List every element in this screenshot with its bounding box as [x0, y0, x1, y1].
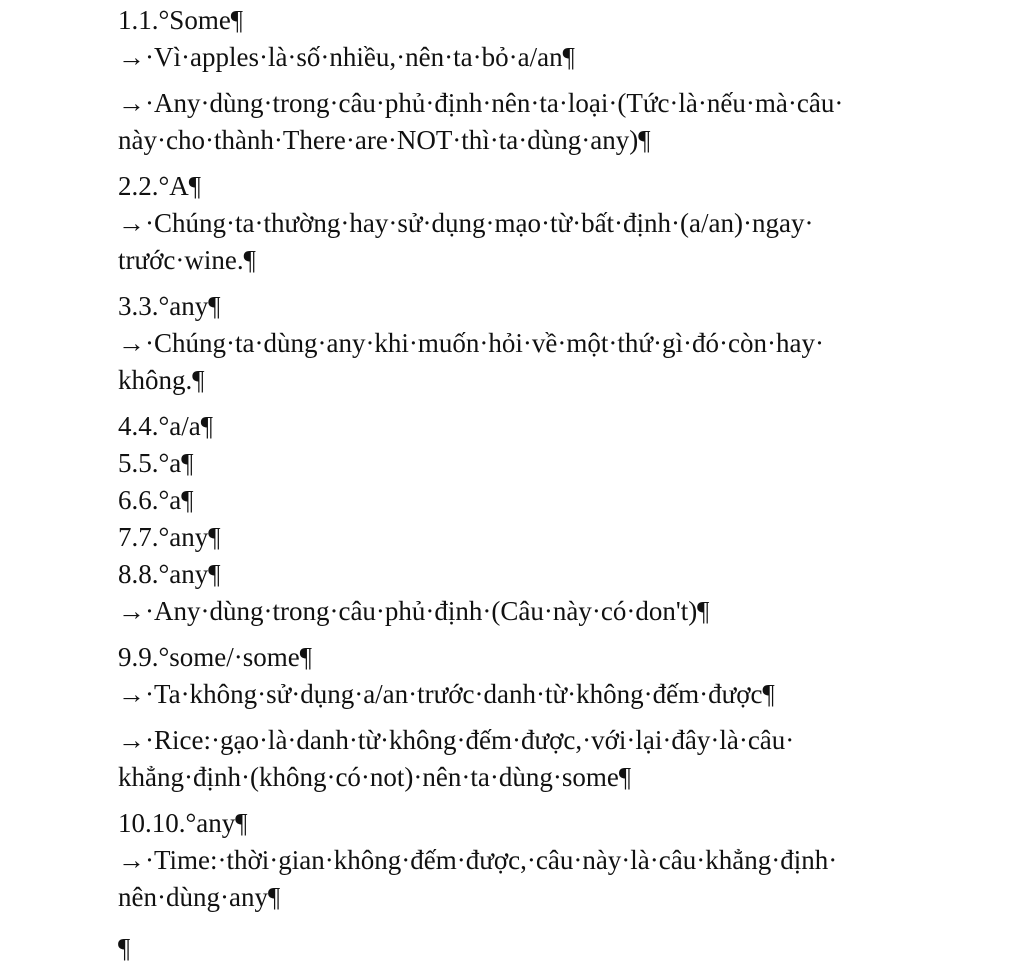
explanation-1b-line-1: →·Any·dùng·trong·câu·phủ·định·nên·ta·loại·(Tức·là·nếu·mà·câu·	[118, 88, 844, 118]
explanation-2-line-2: trước·wine.¶	[118, 245, 256, 275]
explanation-8: →·Any·dùng·trong·câu·phủ·định·(Câu·này·có·don't)¶	[118, 596, 710, 626]
explanation-9a: →·Ta·không·sử·dụng·a/an·trước·danh·từ·không·đếm·được¶	[118, 679, 775, 709]
answer-3: 3.3.°any¶	[118, 291, 221, 321]
explanation-9b-line-1: →·Rice:·gạo·là·danh·từ·không·đếm·được,·với·lại·đây·là·câu·	[118, 725, 795, 755]
paragraph-3	[118, 288, 918, 399]
answer-1: 1.1.°Some¶	[118, 5, 244, 35]
explanation-1b-line-2: này·cho·thành·There·are·NOT·thì·ta·dùng·any)¶	[118, 125, 651, 155]
answer-9: 9.9.°some/·some¶	[118, 642, 313, 672]
document-body[interactable]	[118, 2, 918, 967]
answer-7: 7.7.°any¶	[118, 522, 221, 552]
answer-5: 5.5.°a¶	[118, 448, 194, 478]
paragraph-10	[118, 805, 918, 916]
explanation-9b-line-2: khẳng·định·(không·có·not)·nên·ta·dùng·some¶	[118, 762, 632, 792]
answer-8: 8.8.°any¶	[118, 559, 221, 589]
explanation-10-line-2: nên·dùng·any¶	[118, 882, 281, 912]
paragraph-9	[118, 639, 918, 713]
paragraph-1b	[118, 85, 918, 159]
explanation-1a: →·Vì·apples·là·số·nhiều,·nên·ta·bỏ·a/an¶	[118, 42, 575, 72]
explanation-10-line-1: →·Time:·thời·gian·không·đếm·được,·câu·này·là·câu·khẳng·định·	[118, 845, 838, 875]
explanation-2-line-1: →·Chúng·ta·thường·hay·sử·dụng·mạo·từ·bất·định·(a/an)·ngay·	[118, 208, 814, 238]
answer-4: 4.4.°a/a¶	[118, 411, 214, 441]
paragraph-2	[118, 168, 918, 279]
paragraph-1	[118, 2, 918, 76]
answer-10: 10.10.°any¶	[118, 808, 248, 838]
paragraph-9b	[118, 722, 918, 796]
explanation-3-line-2: không.¶	[118, 365, 205, 395]
answer-2: 2.2.°A¶	[118, 171, 202, 201]
empty-paragraph-mark: ¶	[118, 933, 131, 963]
explanation-3-line-1: →·Chúng·ta·dùng·any·khi·muốn·hỏi·về·một·thứ·gì·đó·còn·hay·	[118, 328, 824, 358]
paragraph-4-8	[118, 408, 918, 630]
answer-6: 6.6.°a¶	[118, 485, 194, 515]
